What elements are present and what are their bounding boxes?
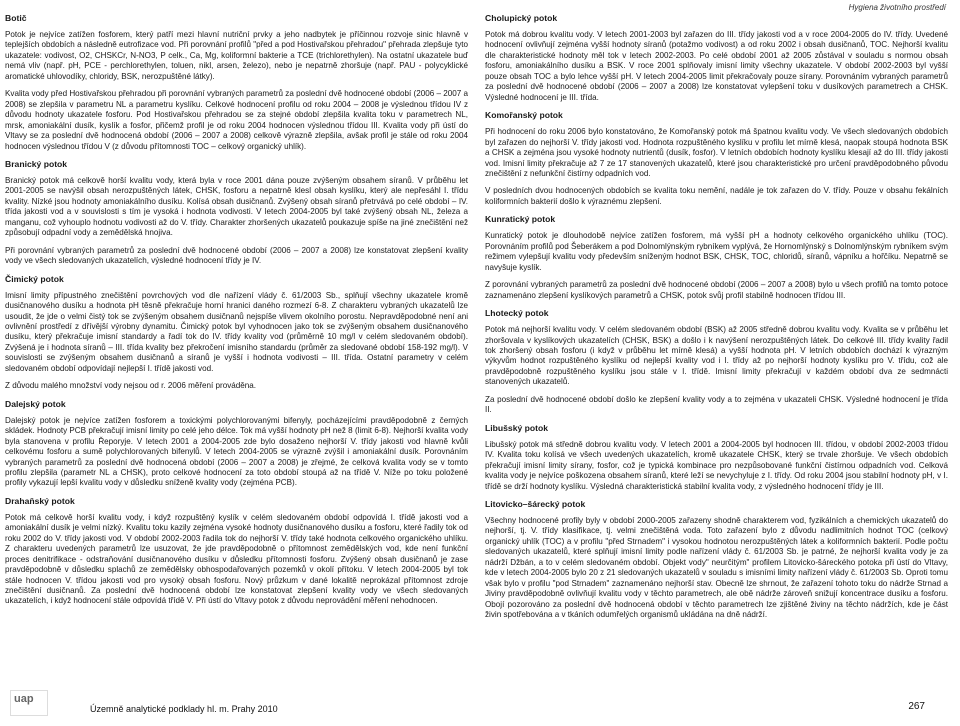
paragraph: Z důvodu malého množství vody nejsou od r. 2006 měření prováděna. <box>5 381 257 391</box>
paragraph: Potok má dobrou kvalitu vody. V letech 2001-2003 byl zařazen do III. třídy jakosti vod a v roce 2004-2005 do IV. třídy. Uvedené hodnocení ovlivňují zejména vyšší hodnoty síranů (potažmo vodivost) a od roku 2002 i obsah dusičnanů, TOC. Nejhorší kvalitu dle charakteristické hodnoty měl tok v letech 2002-2003. Po celé období 2001 až 2005 zůstával v souladu s normou obsah fosforu, amoniakálního dusíku a BSK. V roce 2001 splňovaly imisní limity všechny ukazatele. V období 2002-2003 byl vyšší pouze obsah TOC a bylo lehce vyšší pH. V letech 2004-2005 limit překračovaly pouze sírany. Porovnáním vybraných parametrů za poslední dvě hodnocené období (2006 – 2007 a 2008) lze konstatovat vylepšení toku v dusíkových parametrech a CHSK. Výsledné hodnocení je III. třída. <box>485 30 948 102</box>
section-heading: Lhotecký potok <box>485 308 549 319</box>
paragraph: Libušský potok má středně dobrou kvalitu vody. V letech 2001 a 2004-2005 byl hodnocen III. třídou, v období 2002-2003 třídou IV. Kvalita toku kolísá ve všech uvedených ukazatelích, kromě ukazatele CHSK, který se trvale zhoršuje. Ve všech obdobích překračují imisní limity sírany, fosfor, což je typická kombinace pro nezpůsobované funkční čistírnou odpadních vod. Celková kvalita vody je nejvíce poškozena obsahem síranů, které leží se nevychyluje z I. třídy. Od roku 2004 jsou stabilní hodnoty pH, v I. třídě se drží hodnoty kyslíku. Výsledná charakteristická stabilní kvalita vody, z výsledného hodnocení třídy je III. <box>485 439 948 491</box>
footer-title: Územně analytické podklady hl. m. Prahy 2010 <box>90 704 278 714</box>
section-heading: Litovicko–šárecký potok <box>485 498 586 509</box>
page-footer <box>0 686 960 726</box>
paragraph: Všechny hodnocené profily byly v období 2000-2005 zařazeny shodně charakterem vod, fyzikálních a chemických ukazatelů do nejhorší, tj. V. třídy klasifikace, tj. velmi znečištěná voda. Toto zařazení bylo z důvodu nadlimitních hodnot TOC (celkový organický uhlík (TOC) a v profilu "před Strnadem" i vysokou hodnotou nerozpuštěných látek a koliformních bakterií. Podle počtu sledovaných ukazatelů, které splňují imisní limity podle nařízení vlády č. 61/2003 Sb. je patrné, že nejhorší kvalita vody je za nádrží Džbán, a to v celém sledovaném období. Objekt vody" neurčitým" profilem Litovicko-šáreckého potoka při ústí do Vltavy, kde v letech 2004-2005 bylo 20 z 21 sledovaných ukazatelů v souladu s imisními limity nařízení vlády č. 61/2003 Sb. Oproti tomu však bylo v profilu "pod Strnadem" zaznamenáno nejhorší stav. Obecně lze shrnout, že zařazení tohoto toku do nádrže Strnad a Jiviny pravděpodobně ovlivňují kvalitu vody v těchto parametrech, ale obě nádrže zároveň snižují koncentrace dusíku a fosforu. Obojí pozorováno za poslední dvě hodnocená období v těchto parametrech lze zjištěné živiny na těchto nádržích, kde je část živin spotřebována a v tkáních odumřelých organismů ukládána na dně nádrží. <box>485 515 948 620</box>
paragraph: Za poslední dvě hodnocené období došlo ke zlepšení kvality vody a to zejména v ukazateli CHSK. Výsledné hodnocení je třída II. <box>485 394 948 415</box>
section-heading: Komořanský potok <box>485 110 563 121</box>
paragraph: Při porovnání vybraných parametrů za poslední dvě hodnocené období (2006 – 2007 a 2008) lze konstatovat zlepšení kvality vody ve všech sledovaných ukazatelích, výsledné hodnocení třídy je IV. <box>5 245 468 266</box>
paragraph: Kvalita vody před Hostivařskou přehradou při porovnání vybraných parametrů za poslední dvě hodnocené období (2006 – 2007 a 2008) se zlepšila v parametru NL a parametru kyslíku. Celkové hodnocení profilu od roku 2004 – 2008 je výslednou třídou IV z důvodu hodnoty ukazatele fosforu. Pod Hostivařskou přehradou se za stejné období zlepšila kvalita toku v parametrech NL, mrsk, amoniakální dusík, kyslík a fosfor, přičemž profil je od roku 2004 hodnocen výslednou třídou III. Kvalita vody při ústí do Vltavy se za poslední dvě hodnocená období (2006 – 2007 a 2008) celkově výrazně zlepšila, avšak profil je stále od roku 2004 hodnocen výslednou třídou V (z důvodu přítomnosti TOC – celkový organický uhlík). <box>5 89 468 151</box>
paragraph: Kunratický potok je dlouhodobě nejvíce zatížen fosforem, má vyšší pH a hodnoty celkového organického uhlíku (TOC). Porovnáním profilů pod Šeberákem a pod Dolnomlýnským rybníkem vyplývá, že Hornomlýnský s Dolnomlýnským rybníkem svým režimem vylepšují kvalitu vody především sníženým hodnot BSK, CHSK, TOC, chloridů, síranů, vápníku a hořčíku. Nepatrně se navyšuje kyslík. <box>485 231 948 272</box>
paragraph: Potok má nejhorší kvalitu vody. V celém sledovaném období (BSK) až 2005 středně dobrou kvalitu vody. Kvalita se v průběhu let zhoršovala v kyslíkových ukazatelích (CHSK, BSK) a došlo i k navýšení nerozpuštěných látek. Do celkové III. třídy kvality řadil tok zhoršený obsah fosforu (i když v průběhu let mírně klesá) a vyšší hodnota pH. V letních obdobích dochází k výrazným výkyvům hodnot rozpuštěného kyslíku od nejlepší kvality vod i I. třídy až po nejhorší hodnoty kyslíku pro V. třídu, což ale pravděpodobně rozpuštěného kyslíku jsou stále v I. třídě. Imisní limity překračují v každém období dva ze sedmnácti stanovených ukazatelů. <box>485 325 948 387</box>
page-number: 267 <box>908 701 925 712</box>
section-heading: Libušský potok <box>485 422 549 433</box>
section-heading: Branický potok <box>5 158 68 169</box>
section-heading: Drahaňský potok <box>5 495 75 506</box>
section-heading: Dalejský potok <box>5 398 66 409</box>
right-column <box>485 13 948 627</box>
page-header-section: Hygiena životního prostředí <box>848 3 946 12</box>
section-heading: Čimický potok <box>5 273 64 284</box>
section-heading: Kunratický potok <box>485 214 556 225</box>
paragraph: Potok má celkově horší kvalitu vody, i když rozpuštěný kyslík v celém sledovaném období odpovídá I. třídě jakosti vod a amoniakální dusík je velmi nízký. Kvalitu toku kazily zejména vysoké hodnoty dusičnanového dusíku a fosforu, které řadily tok od roku 2002 do V. třídy jakosti vod. V období 2002-2003 řadila tok do nejhorší V. třídy také hodnota celkového organického uhlíku. Z charakteru uvedených parametrů lze usuzovat, že jde pravděpodobně o přítomnost zemědělských vod, kde není funkční proces denitrifikace - odstraňování dusičnanového dusíku v důsledku přítomnosti fosforu. Zvýšený obsah dusičnanů je zase pravděpodobně v důsledku splachů ze zemědělsky obhospodařovaných pozemků v okolí přítoku. V letech 2004-2005 byl tok stále hodnocen V. třídou jakosti vod pro vysoký obsah fosforu. Nový průzkum v dané lokalitě neprokázal přítomnost zdroje znečištění dusičnanů. Za poslední dvě hodnocená období lze konstatovat zlepšení kvality vody ve všech sledovaných ukazatelích, i když hodnocení stále odpovídá třídě V. Při ústí do Vltavy potok z důvodu neprovádění měření nehodnocen. <box>5 512 468 606</box>
paragraph: Dalejský potok je nejvíce zatížen fosforem a toxickými polychlorovanými bifenyly, pocházejícími pravděpodobně z černých skládek. Hodnoty PCB překračují imisní limity po celé jeho délce. Tok má vyšší hodnoty pH než 8 (limit 6-8). Nejhorší kvalita vody byla stanovena v profilu Řeporyje. V letech 2001 a 2004-2005 zde bylo dosaženo nejhorší V. třídy jakosti vod hlavně kvůli celkovému fosforu a sumě polychlorovaných bifenylů. V letech 2004-2005 se výrazně zvýšil i amoniakální dusík. Porovnáním vybraných parametrů za poslední dvě hodnocená období (2006 – 2007 a 2008) je zřejmé, že celková kvalita vody se v tomto profilu zlepšila (parametr NL a CHSK), proto celkové hodnocení za toto období stoupá až na třídě V. Níže po toku položené profily vykazují lepší kvalitu vody v důsledku sníženě kvality vody (zejména PCB). <box>5 415 468 488</box>
section-heading: Botič <box>5 13 27 23</box>
uap-logo: uap <box>10 690 48 716</box>
paragraph: Z porovnání vybraných parametrů za poslední dvě hodnocené období (2006 – 2007 a 2008) bylo u všech profilů na tomto potoce zaznamenáno zlepšení kyslíkových parametrů a CHSK, potok svůj profil stabilně hodnocen třídou III. <box>485 280 948 300</box>
paragraph: V posledních dvou hodnocených obdobích se kvalita toku nemění, nadále je tok zařazen do V. třídy. Pouze v obsahu fekálních koliformních bakterií došlo k výraznému zlepšení. <box>485 186 948 206</box>
paragraph: Potok je nejvíce zatížen fosforem, který patří mezi hlavní nutriční prvky a jeho nadbytek je příčinnou rozvoje sinic hlavně v teplejších obdobích a následně eutrofizace vod. Při porovnání profilů "před a pod Hostivařskou přehradou" přehrada zlepšuje tyto ukazatele: vodivost, O2, CHSKCr, N-NO3, P celk., Ca, Mg, koliformní bakterie a TCE (trichlorethylen). Na ostatní ukazatele buď nemá vliv (např. pH, PCE - perchlorethylen, toluen, nikl, arsen, železo), nebo je nepatrně zhoršuje (např. PAU - polycyklické aromatické uhlovodíky, chloridy, BSK, nerozpuštěné látky). <box>5 30 468 81</box>
paragraph: Při hodnocení do roku 2006 bylo konstatováno, že Komořanský potok má špatnou kvalitu vody. Ve všech sledovaných obdobích byl zařazen do nejhorší V. třídy jakosti vod. Hodnota rozpuštěného kyslíku v profilu let mírně klesá, naopak stoupá hodnota BSK a CHSK a zejména jsou vysoké hodnoty nutrientů (dusík, fosfor). V letních obdobích hodnoty kyslíku klesají až do III. třídy jakosti vod. Imisní limity překračuje až 7 ze 17 stanovených ukazatelů, které jsou charakteristické pro určení pravděpodobného původu znečištění z nefunkční čistírny odpadních vod. <box>485 127 948 178</box>
paragraph: Imisní limity přípustného znečištění povrchových vod dle nařízení vlády č. 61/2003 Sb., splňují všechny ukazatele kromě dusičnanového dusíku a hodnota pH těsně překračuje horní hranici daného rozmezí 6-8. Z charakteru vybraných ukazatelů lze usoudit, že jde o velmi čistý tok se zvýšeným obsahem dusičnanů nejspíše vlivem okolního porostu. Nepravděpodobné není ani ovlivnění prostředí z dřívější výrobny dynamitu. Čimický potok byl vyhodnocen jako tok se zvýšeným obsahem dusičnanového dusíku, který překračuje imisní standardy a řadí tok do IV. třídy kvality vod (průměrně 10 mg/l v celém sledovaném období). Zvýšená je i hodnota síranů – III. třída kvality bez překročení imisního standardu (průměr za sledované období 158-192 mg/l). V souvislosti se zvýšeným obsahem dusičnanů a síranů je vyšší i hodnota vodivosti – III. třída. Ostatní parametry v celém sledovaném období odpovídají nejlepší I. třídě jakosti vod. <box>5 290 468 373</box>
section-heading: Cholupický potok <box>485 13 558 23</box>
left-column <box>5 13 468 614</box>
paragraph: Branický potok má celkově horší kvalitu vody, která byla v roce 2001 dána pouze zvýšeným obsahem síranů. V průběhu let 2001-2005 se navýšil obsah nerozpuštěných látek, CHSK, fosforu a nepatrně klesl obsah kyslíku, který ale nepřesáhl I. třídu kvality. Nízké jsou hodnoty amoniakálního dusíku. Kolísá obsah dusičnanů. Zvýšený obsah síranů přetrvává po celé období – IV. třída jakosti vod a v souvislosti s tím je vysoká i hodnota vodivosti. V letech 2004-2005 byl také zvýšený obsah NL, železa a manganu, což vyhouplo hodnotu vodivosti až do V. třídy. Charakter zhoršených ukazatelů poukazuje spíše na jiné znečištění než způsobují odpadní vody a zemědělská hnojiva. <box>5 175 468 238</box>
